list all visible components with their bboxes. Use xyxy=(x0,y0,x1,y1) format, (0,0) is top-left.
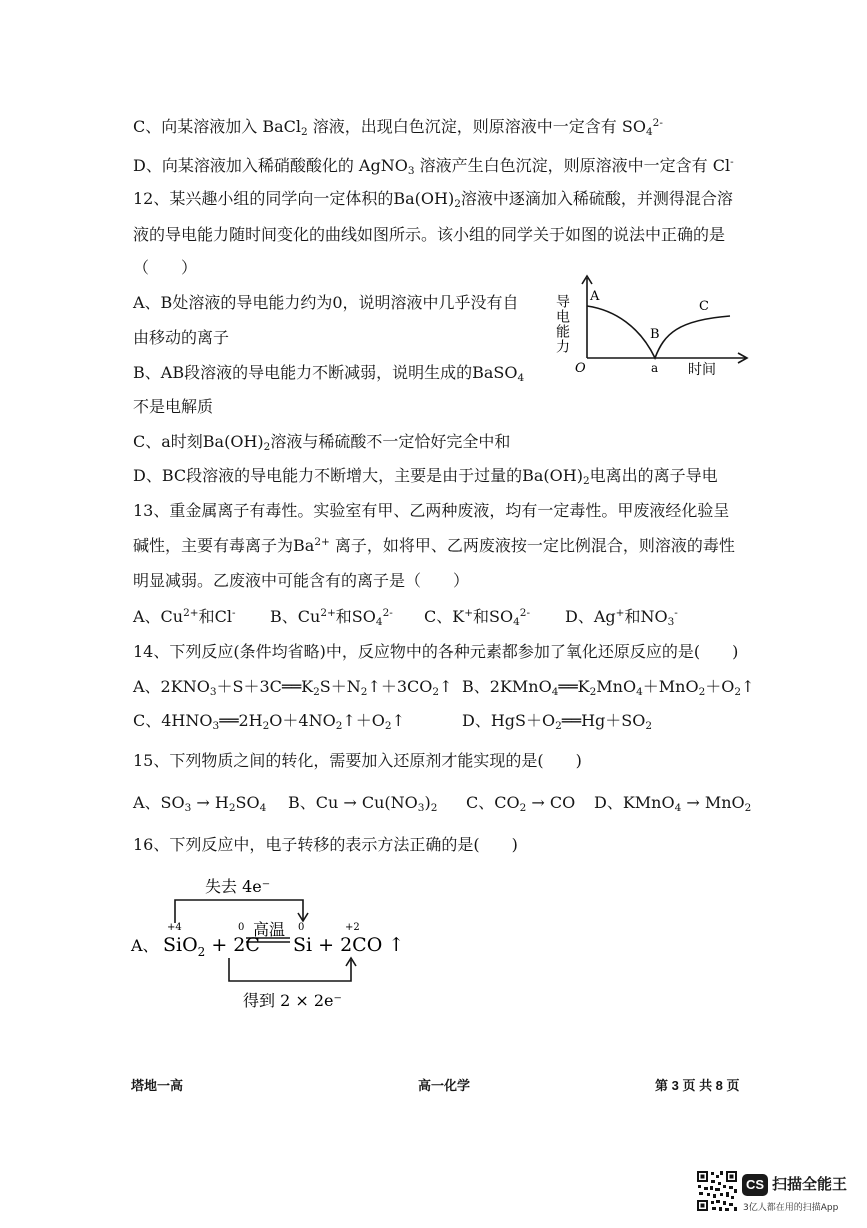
qr-code-icon xyxy=(696,1170,738,1212)
q14-option-c: C、$4HNO_3══2H_2O+4NO_2↑+O_2↑$ xyxy=(133,711,406,732)
electron-transfer-diagram xyxy=(125,865,425,1015)
ox-state-si-right: 0 xyxy=(298,922,305,933)
q14-option-b: B、$2KMnO_4══K_2MnO_4+MnO_2+O_2↑$ xyxy=(462,677,755,698)
q13-option-b: B、$Cu^{2+}$和$SO_4^{2-}$ xyxy=(270,607,393,628)
q11-option-d: D、向某溶液加入稀硝酸酸化的 AgNO$_3$ 溶液产生白色沉淀，则原溶液中一定含有 Cl- xyxy=(133,156,734,177)
footer-school: 塔地一高 xyxy=(131,1078,184,1093)
q13-stem-line1: 13、重金属离子有毒性。实验室有甲、乙两种废液，均有一定毒性。甲废液经化验呈 xyxy=(133,501,730,520)
q12-answer-bracket: （ ） xyxy=(133,258,198,277)
q15-option-c: C、$CO_2$ → CO xyxy=(466,793,576,814)
q14-stem: 14、下列反应(条件均省略)中，反应物中的各种元素都参加了氧化还原反应的是( ) xyxy=(133,642,739,661)
q12-option-c: C、a时刻$Ba(OH)_2$溶液与稀硫酸不一定恰好完全中和 xyxy=(133,432,511,453)
q15-option-b: B、$Cu \to Cu(NO_3)_2$ xyxy=(288,793,438,814)
camscanner-logo-icon: CS xyxy=(742,1174,768,1196)
q12-option-d: D、BC段溶液的导电能力不断增大，主要是由于过量的$Ba(OH)_2$电离出的离子导电 xyxy=(133,466,718,487)
point-b-label: B xyxy=(650,327,660,342)
camscanner-tagline: 3亿人都在用的扫描App xyxy=(743,1203,839,1213)
q16-stem: 16、下列反应中，电子转移的表示方法正确的是( ) xyxy=(133,835,518,854)
ox-state-si-left: +4 xyxy=(167,922,182,933)
origin-label: O xyxy=(575,361,586,376)
q13-option-c: C、K+和$SO_4^{2-}$ xyxy=(424,607,531,628)
option-a-label: A、 xyxy=(131,936,159,955)
gained-bracket xyxy=(229,958,351,981)
q14-option-a: A、$2KNO_3+S+3C══K_2S+N_2↑+3CO_2↑$ xyxy=(133,677,453,698)
graph-y-label: 导电能力 xyxy=(554,294,570,354)
q12-option-a-line2: 由移动的离子 xyxy=(133,328,230,347)
q12-option-a-line1: A、B处溶液的导电能力约为0，说明溶液中几乎没有自 xyxy=(133,293,519,312)
q12-option-b-line1: B、AB段溶液的导电能力不断减弱，说明生成的BaSO$_4$ xyxy=(133,363,525,384)
point-a-time-label: a xyxy=(651,361,659,375)
q13-option-a: A、$Cu^{2+}$和Cl- xyxy=(133,607,236,626)
q12-stem-line1: 12、某兴趣小组的同学向一定体积的$Ba(OH)_2$溶液中逐滴加入稀硫酸，并测得混合溶 xyxy=(133,189,733,210)
gained-electrons-label: 得到 2 × 2e⁻ xyxy=(243,991,342,1010)
camscanner-name: 扫描全能王 xyxy=(772,1175,848,1193)
conductivity-graph xyxy=(554,272,760,384)
q15-option-d: D、KMnO$_4$ → MnO$_2$ xyxy=(594,793,752,814)
equation-right-side: Si + 2CO ↑ xyxy=(293,934,405,956)
q12-stem-line2: 液的导电能力随时间变化的曲线如图所示。该小组的同学关于如图的说法中正确的是 xyxy=(133,225,726,244)
q13-stem-line2: 碱性，主要有毒离子为$Ba^{2+}$ 离子，如将甲、乙两废液按一定比例混合，则溶液的毒性 xyxy=(133,536,735,555)
q11-option-c: C、向某溶液加入 BaCl$_2$ 溶液，出现白色沉淀，则原溶液中一定含有 $SO_4^{2-}$ xyxy=(133,117,663,138)
q13-option-d: D、Ag+和$NO_3^-$ xyxy=(565,607,678,628)
footer-subject: 高一化学 xyxy=(418,1078,471,1093)
q14-option-d: D、$HgS+O_2══Hg+SO_2$ xyxy=(462,711,653,732)
camscanner-watermark xyxy=(740,1170,864,1216)
reaction-condition: 高温 xyxy=(253,920,286,939)
equation-left-side: SiO$_2$ + 2C xyxy=(163,934,260,959)
graph-x-label: 时间 xyxy=(688,362,716,378)
q12-option-b-line2: 不是电解质 xyxy=(133,397,214,416)
footer-page-number: 第 3 页 共 8 页 xyxy=(655,1078,740,1093)
ox-state-c-right: +2 xyxy=(345,922,360,933)
q13-stem-line3: 明显减弱。乙废液中可能含有的离子是（ ） xyxy=(133,571,470,590)
q15-option-a: A、$SO_3 \to H_2SO_4$ xyxy=(133,793,267,814)
ox-state-c-left: 0 xyxy=(238,922,245,933)
point-a-label: A xyxy=(590,289,600,304)
q15-stem: 15、下列物质之间的转化，需要加入还原剂才能实现的是( ) xyxy=(133,751,582,770)
lost-electrons-label: 失去 4e⁻ xyxy=(205,877,271,896)
point-c-label: C xyxy=(699,299,709,314)
